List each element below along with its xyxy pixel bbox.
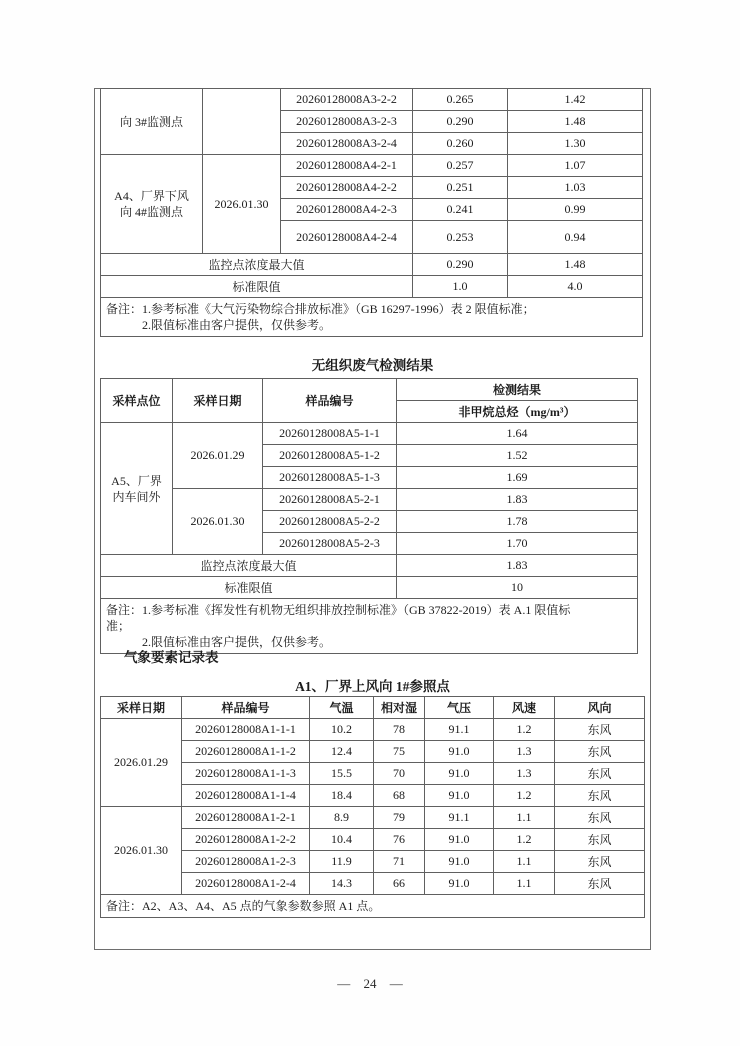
cell-rel-humidity: 71 <box>374 851 425 873</box>
cell-air-temp: 10.4 <box>310 829 374 851</box>
header-sample-id: 样品编号 <box>182 697 310 719</box>
cell-sampling-date: 2026.01.29 <box>101 719 182 807</box>
cell-sample-id: 20260128008A1-1-3 <box>182 763 310 785</box>
cell-sample-id: 20260128008A4-2-4 <box>281 221 413 254</box>
cell-wind-speed: 1.3 <box>494 741 555 763</box>
cell-wind-direction: 东风 <box>555 785 645 807</box>
cell-rel-humidity: 79 <box>374 807 425 829</box>
cell-air-pressure: 91.0 <box>425 851 494 873</box>
remark-line: 准； <box>106 619 131 633</box>
cell-density: 0.241 <box>413 199 508 221</box>
cell-sampling-date <box>203 89 281 155</box>
cell-air-temp: 8.9 <box>310 807 374 829</box>
cell-sampling-date: 2026.01.30 <box>101 807 182 895</box>
cell-wind-speed: 1.2 <box>494 785 555 807</box>
header-wind-direction: 风向 <box>555 697 645 719</box>
remark-line: 2.限值标准由客户提供，仅供参考。 <box>142 318 332 332</box>
header-sample-id: 样品编号 <box>263 379 397 423</box>
cell-wind-direction: 东风 <box>555 741 645 763</box>
cell-sample-id: 20260128008A3-2-4 <box>281 133 413 155</box>
cell-sample-id: 20260128008A5-1-2 <box>263 445 397 467</box>
cell-air-pressure: 91.0 <box>425 763 494 785</box>
cell-max-label: 监控点浓度最大值 <box>101 254 413 276</box>
table-meteorological-record <box>100 696 645 918</box>
cell-rel-humidity: 76 <box>374 829 425 851</box>
cell-sampling-point <box>101 155 203 254</box>
cell-sample-id: 20260128008A4-2-3 <box>281 199 413 221</box>
cell-rel-humidity: 68 <box>374 785 425 807</box>
cell-rate: 1.42 <box>508 89 643 111</box>
cell-air-temp: 11.9 <box>310 851 374 873</box>
header-air-pressure: 气压 <box>425 697 494 719</box>
cell-max-label: 监控点浓度最大值 <box>101 555 397 577</box>
cell-air-pressure: 91.1 <box>425 807 494 829</box>
table3-title: A1、厂界上风向 1#参照点 <box>295 679 450 694</box>
sampling-point-line1: A5、厂界 <box>111 473 162 488</box>
cell-value: 1.69 <box>397 467 638 489</box>
cell-sample-id: 20260128008A3-2-3 <box>281 111 413 133</box>
cell-air-temp: 15.5 <box>310 763 374 785</box>
cell-density: 0.290 <box>413 111 508 133</box>
cell-rel-humidity: 70 <box>374 763 425 785</box>
cell-sample-id: 20260128008A1-2-1 <box>182 807 310 829</box>
cell-limit-density: 1.0 <box>413 276 508 298</box>
cell-rate: 0.94 <box>508 221 643 254</box>
cell-value: 1.64 <box>397 423 638 445</box>
cell-rel-humidity: 66 <box>374 873 425 895</box>
cell-sample-id: 20260128008A5-1-1 <box>263 423 397 445</box>
page-content-frame <box>94 88 651 950</box>
cell-sample-id: 20260128008A4-2-1 <box>281 155 413 177</box>
remark-line: 备注：1.参考标准《大气污染物综合排放标准》（GB 16297-1996）表 2 限值标准； <box>106 302 535 316</box>
header-sampling-date: 采样日期 <box>101 697 182 719</box>
cell-wind-direction: 东风 <box>555 851 645 873</box>
cell-sample-id: 20260128008A1-1-1 <box>182 719 310 741</box>
cell-density: 0.251 <box>413 177 508 199</box>
cell-sampling-date: 2026.01.29 <box>173 423 263 489</box>
cell-air-pressure: 91.0 <box>425 873 494 895</box>
cell-value: 1.70 <box>397 533 638 555</box>
header-result: 检测结果 <box>397 379 638 401</box>
cell-rate: 1.03 <box>508 177 643 199</box>
cell-wind-speed: 1.3 <box>494 763 555 785</box>
cell-sample-id: 20260128008A5-2-2 <box>263 511 397 533</box>
cell-sample-id: 20260128008A5-1-3 <box>263 467 397 489</box>
cell-rate: 1.30 <box>508 133 643 155</box>
cell-sample-id: 20260128008A3-2-2 <box>281 89 413 111</box>
sampling-point-line1: A4、厂界下风 <box>114 189 189 203</box>
cell-value: 1.52 <box>397 445 638 467</box>
cell-air-temp: 12.4 <box>310 741 374 763</box>
cell-wind-direction: 东风 <box>555 829 645 851</box>
cell-wind-direction: 东风 <box>555 873 645 895</box>
cell-sample-id: 20260128008A1-1-2 <box>182 741 310 763</box>
table3-remark: 备注：A2、A3、A4、A5 点的气象参数参照 A1 点。 <box>101 895 645 918</box>
header-wind-speed: 风速 <box>494 697 555 719</box>
cell-sample-id: 20260128008A4-2-2 <box>281 177 413 199</box>
cell-limit-value: 10 <box>397 577 638 599</box>
sampling-point-line2: 向 4#监测点 <box>119 205 183 219</box>
cell-wind-direction: 东风 <box>555 763 645 785</box>
cell-wind-direction: 东风 <box>555 719 645 741</box>
table-waste-gas-continued <box>100 88 643 337</box>
cell-air-temp: 18.4 <box>310 785 374 807</box>
cell-sampling-date: 2026.01.30 <box>203 155 281 254</box>
cell-rate: 0.99 <box>508 199 643 221</box>
header-rel-humidity: 相对湿 <box>374 697 425 719</box>
cell-density: 0.260 <box>413 133 508 155</box>
cell-sample-id: 20260128008A1-1-4 <box>182 785 310 807</box>
cell-sampling-point <box>101 423 173 555</box>
header-analyte: 非甲烷总烃（mg/m³） <box>397 401 638 423</box>
cell-wind-speed: 1.1 <box>494 807 555 829</box>
cell-density: 0.265 <box>413 89 508 111</box>
cell-wind-speed: 1.1 <box>494 873 555 895</box>
table1-remark <box>101 298 643 337</box>
header-air-temp: 气温 <box>310 697 374 719</box>
cell-wind-direction: 东风 <box>555 807 645 829</box>
sampling-point-line2: 内车间外 <box>112 489 161 504</box>
cell-value: 1.83 <box>397 489 638 511</box>
cell-max-value: 1.83 <box>397 555 638 577</box>
remark-line: 备注：1.参考标准《挥发性有机物无组织排放控制标准》（GB 37822-2019）表 A.1 限值标 <box>106 603 571 617</box>
cell-air-pressure: 91.1 <box>425 719 494 741</box>
cell-air-temp: 14.3 <box>310 873 374 895</box>
cell-value: 1.78 <box>397 511 638 533</box>
header-sampling-date: 采样日期 <box>173 379 263 423</box>
header-sampling-point: 采样点位 <box>101 379 173 423</box>
cell-max-rate: 1.48 <box>508 254 643 276</box>
table-fugitive-gas-results <box>100 378 638 654</box>
page-number: — 24 — <box>337 976 403 991</box>
cell-rel-humidity: 78 <box>374 719 425 741</box>
cell-air-pressure: 91.0 <box>425 829 494 851</box>
cell-density: 0.257 <box>413 155 508 177</box>
cell-rel-humidity: 75 <box>374 741 425 763</box>
cell-wind-speed: 1.2 <box>494 719 555 741</box>
remark-line: 2.限值标准由客户提供，仅供参考。 <box>142 635 332 649</box>
cell-density: 0.253 <box>413 221 508 254</box>
cell-limit-rate: 4.0 <box>508 276 643 298</box>
cell-sample-id: 20260128008A5-2-1 <box>263 489 397 511</box>
cell-rate: 1.48 <box>508 111 643 133</box>
table2-title: 无组织废气检测结果 <box>311 358 434 373</box>
cell-limit-label: 标准限值 <box>101 577 397 599</box>
cell-air-pressure: 91.0 <box>425 741 494 763</box>
cell-limit-label: 标准限值 <box>101 276 413 298</box>
cell-max-density: 0.290 <box>413 254 508 276</box>
cell-rate: 1.07 <box>508 155 643 177</box>
cell-sample-id: 20260128008A1-2-4 <box>182 873 310 895</box>
cell-sampling-date: 2026.01.30 <box>173 489 263 555</box>
cell-wind-speed: 1.1 <box>494 851 555 873</box>
cell-air-pressure: 91.0 <box>425 785 494 807</box>
met-section-heading: 气象要素记录表 <box>124 650 219 665</box>
cell-sampling-point: 向 3#监测点 <box>101 89 203 155</box>
cell-sample-id: 20260128008A1-2-3 <box>182 851 310 873</box>
cell-air-temp: 10.2 <box>310 719 374 741</box>
cell-sample-id: 20260128008A5-2-3 <box>263 533 397 555</box>
cell-sample-id: 20260128008A1-2-2 <box>182 829 310 851</box>
cell-wind-speed: 1.2 <box>494 829 555 851</box>
